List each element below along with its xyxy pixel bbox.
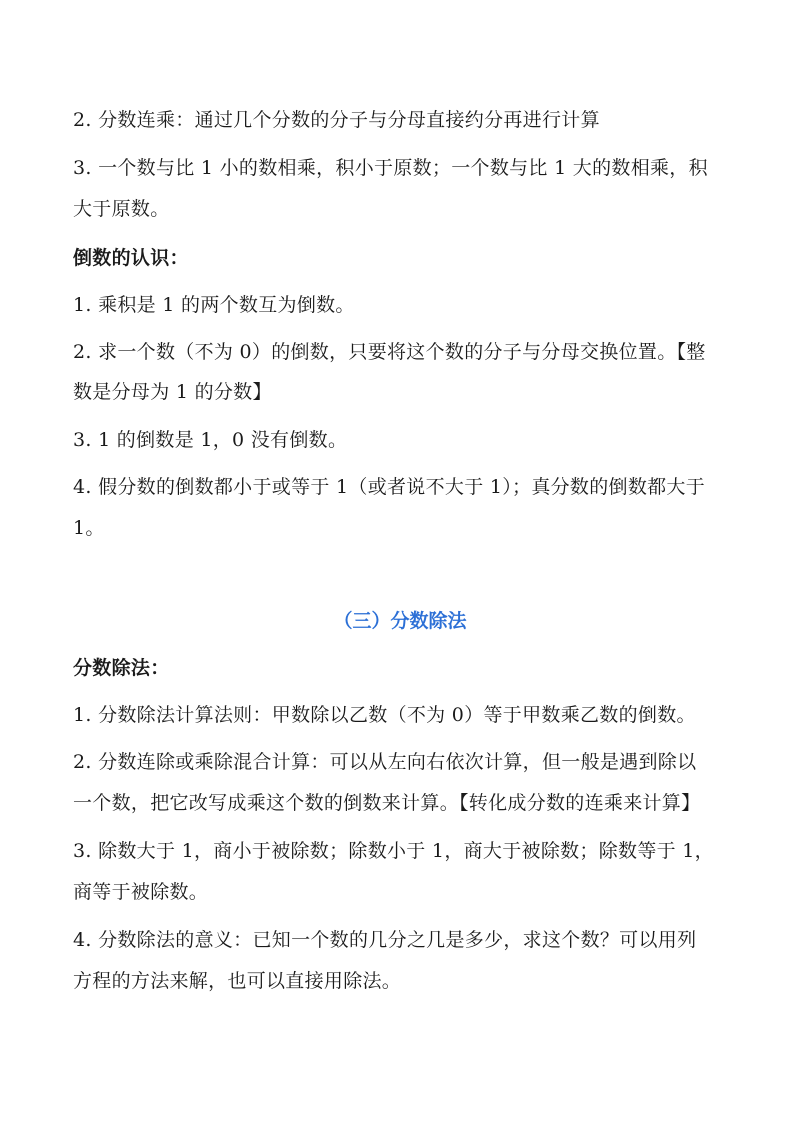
section-title-division: （三）分数除法 (333, 610, 467, 632)
mult-item-3-line-1: 3. 一个数与比 1 小的数相乘，积小于原数；一个数与比 1 大的数相乘，积 (73, 157, 708, 179)
division-item-1: 1. 分数除法计算法则：甲数除以乙数（不为 0）等于甲数乘乙数的倒数。 (73, 704, 696, 726)
reciprocal-item-2-line-1: 2. 求一个数（不为 0）的倒数，只要将这个数的分子与分母交换位置。【整 (73, 341, 706, 363)
mult-item-2: 2. 分数连乘：通过几个分数的分子与分母直接约分再进行计算 (73, 109, 600, 131)
division-item-4-line-1: 4. 分数除法的意义：已知一个数的几分之几是多少，求这个数？可以用列 (73, 929, 697, 951)
mult-item-3-line-2: 大于原数。 (73, 198, 170, 220)
reciprocal-item-2-line-2: 数是分母为 1 的分数】 (73, 381, 272, 403)
reciprocal-item-3: 3. 1 的倒数是 1，0 没有倒数。 (73, 429, 348, 451)
division-item-2-line-1: 2. 分数连除或乘除混合计算：可以从左向右依次计算，但一般是遇到除以 (73, 751, 697, 773)
reciprocal-item-4-line-2: 1。 (73, 517, 105, 539)
reciprocal-item-4-line-1: 4. 假分数的倒数都小于或等于 1（或者说不大于 1）；真分数的倒数都大于 (73, 476, 706, 498)
division-item-3-line-2: 商等于被除数。 (73, 881, 209, 903)
reciprocal-item-1: 1. 乘积是 1 的两个数互为倒数。 (73, 294, 355, 316)
division-heading: 分数除法： (73, 657, 170, 679)
division-item-4-line-2: 方程的方法来解，也可以直接用除法。 (73, 970, 402, 992)
reciprocal-heading: 倒数的认识： (73, 247, 189, 269)
division-item-3-line-1: 3. 除数大于 1，商小于被除数；除数小于 1，商大于被除数；除数等于 1， (73, 840, 714, 862)
division-item-2-line-2: 一个数，把它改写成乘这个数的倒数来计算。【转化成分数的连乘来计算】 (73, 792, 701, 814)
